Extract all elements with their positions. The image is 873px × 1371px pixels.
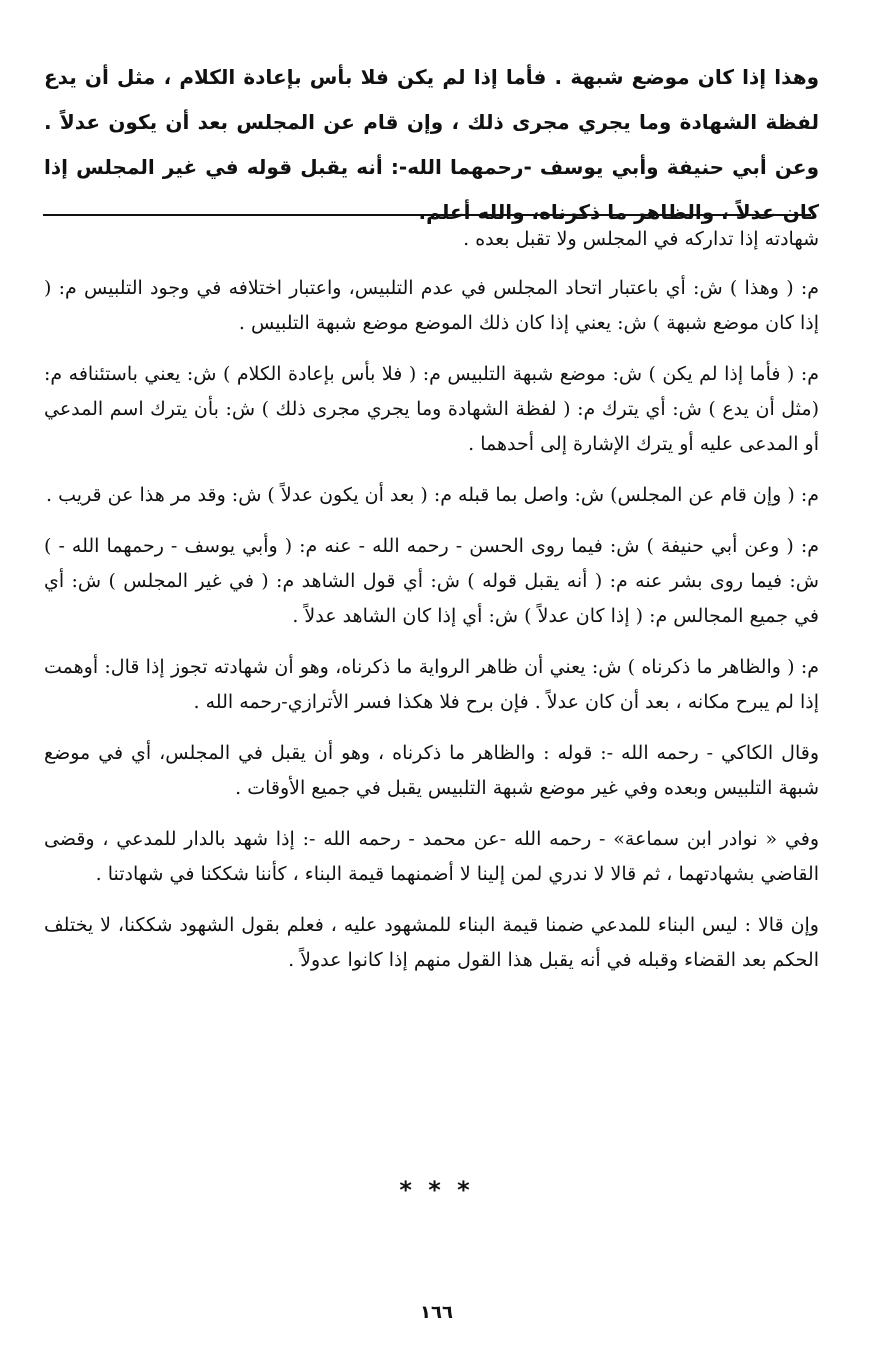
commentary-paragraph: م: ( والظاهر ما ذكرناه ) ش: يعني أن ظاهر الرواية ما ذكرناه، وهو أن شهادته تجوز إذا قال: أوهمت إذا لم يبرح مكانه ، بعد أن كان عدلاً . فإن برح فلا هكذا فسر الأترازي-رحمه الله . — [44, 656, 819, 713]
section-end-stars: * * * — [399, 1176, 474, 1204]
commentary-paragraph: م: ( وهذا ) ش: أي باعتبار اتحاد المجلس في عدم التلبيس، واعتبار اختلافه في وجود التلبيس م: ( إذا كان موضع شبهة ) ش: يعني إذا كان ذلك الموضع موضع شبهة التلبيس . — [44, 277, 819, 334]
commentary-paragraph: م: ( وإن قام عن المجلس) ش: واصل بما قبله م: ( بعد أن يكون عدلاً ) ش: وقد مر هذا عن قريب . — [46, 484, 819, 506]
commentary-paragraph: وفي « نوادر ابن سماعة» - رحمه الله -عن محمد - رحمه الله -: إذا شهد بالدار للمدعي ، وقضى القاضي بشهادتهما ، ثم قالا لا ندري لمن إلينا لا أضمنهما قيمة البناء ، كأننا شككنا في شهادتنا . — [44, 828, 819, 885]
commentary-paragraph: م: ( وعن أبي حنيفة ) ش: فيما روى الحسن - رحمه الله - عنه م: ( وأبي يوسف - رحمهما الله - ) ش: فيما روى بشر عنه م: ( أنه يقبل قوله ) ش: أي قول الشاهد م: ( في غير المجلس ) ش: أي في جميع المجالس م: ( إذا كان عدلاً ) ش: أي إذا كان الشاهد عدلاً . — [44, 535, 819, 627]
separator-line — [43, 214, 811, 216]
commentary — [44, 222, 819, 994]
commentary-paragraph: شهادته إذا تداركه في المجلس ولا تقبل بعده . — [463, 228, 819, 250]
page-number: ١٦٦ — [420, 1302, 453, 1323]
commentary-paragraph: وقال الكاكي - رحمه الله -: قوله : والظاهر ما ذكرناه ، وهو أن يقبل في المجلس، أي في موضع شبهة التلبيس وبعده وفي غير موضع شبهة التلبيس يقبل في جميع الأوقات . — [44, 742, 819, 799]
commentary-paragraph: م: ( فأما إذا لم يكن ) ش: موضع شبهة التلبيس م: ( فلا بأس بإعادة الكلام ) ش: يعني باستئنافه م: (مثل أن يدع ) ش: أي يترك م: ( لفظة الشهادة وما يجري مجرى ذلك ) ش: بأن يترك اسم المدعي أو المدعى عليه أو يترك الإشارة إلى أحدهما . — [44, 363, 819, 455]
main-text: وهذا إذا كان موضع شبهة . فأما إذا لم يكن فلا بأس بإعادة الكلام ، مثل أن يدع لفظة الشهادة وما يجري مجرى ذلك ، وإن قام عن المجلس بعد أن يكون عدلاً . وعن أبي حنيفة وأبي يوسف -رحمهما الله-: أنه يقبل قوله في غير المجلس إذا كان عدلاً ، والظاهر ما ذكرناه، والله أعلم. — [44, 65, 819, 224]
commentary-paragraph: وإن قالا : ليس البناء للمدعي ضمنا قيمة البناء للمشهود عليه ، فعلم بقول الشهود شككنا، لا يختلف الحكم بعد القضاء وقبله في أنه يقبل هذا القول منهم إذا كانوا عدولاً . — [44, 914, 819, 971]
